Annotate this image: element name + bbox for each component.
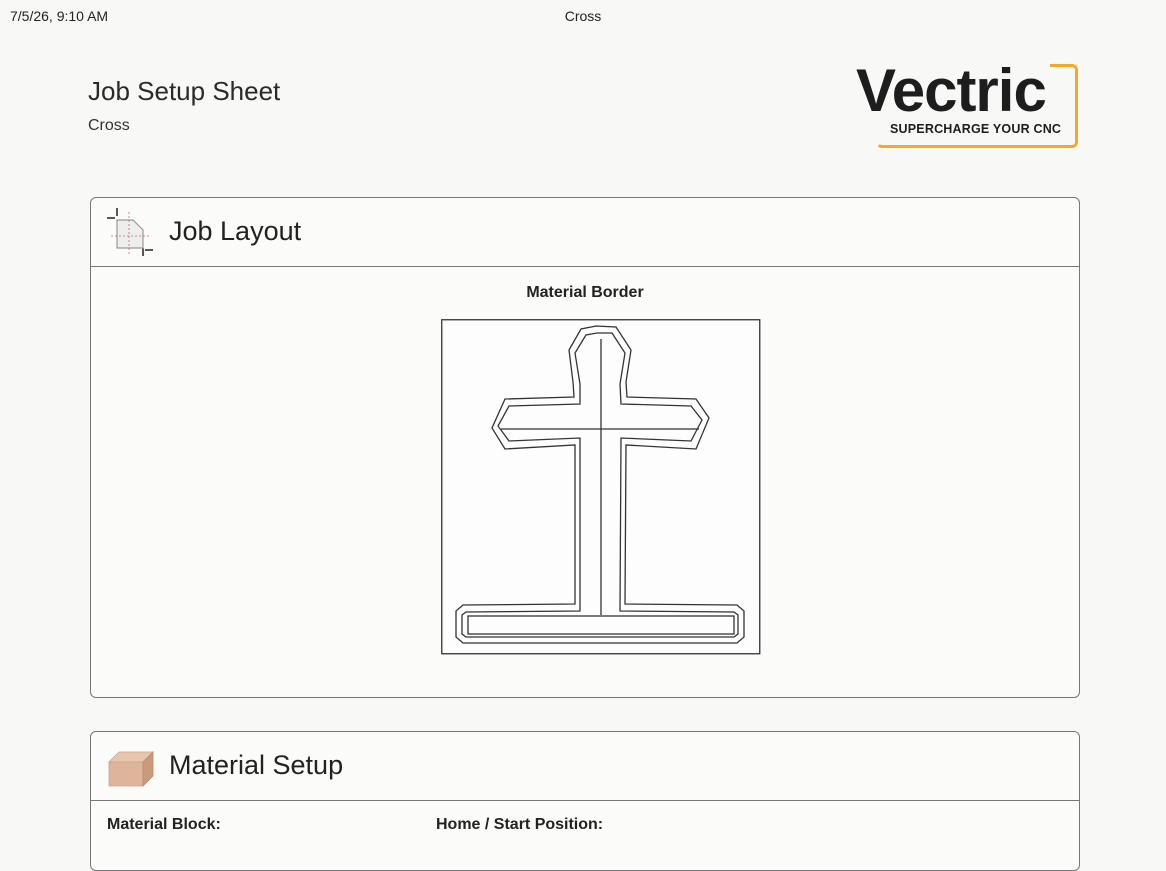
home-start-position-label: Home / Start Position: (436, 816, 604, 833)
job-layout-header (91, 198, 1079, 267)
vectric-logo (848, 58, 1088, 154)
logo-tagline: SUPERCHARGE YOUR CNC (890, 122, 1062, 136)
material-border-caption: Material Border (526, 284, 644, 301)
print-header (10, 8, 1156, 28)
print-page-title: Cross (564, 8, 602, 24)
job-name: Cross (88, 117, 130, 134)
sheet-title: Job Setup Sheet (88, 76, 281, 106)
material-setup-header (91, 732, 1079, 801)
material-border-drawing (441, 319, 761, 655)
material-block-label: Material Block: (107, 816, 221, 833)
job-layout-title: Job Layout (169, 216, 302, 246)
job-layout-panel (90, 197, 1080, 698)
material-setup-panel (90, 731, 1080, 871)
job-layout-icon (105, 206, 157, 258)
print-datetime: 7/5/26, 9:10 AM (10, 8, 109, 24)
material-setup-title: Material Setup (169, 750, 344, 780)
logo-wordmark: Vectric (856, 58, 1050, 124)
material-block-icon (105, 740, 157, 792)
